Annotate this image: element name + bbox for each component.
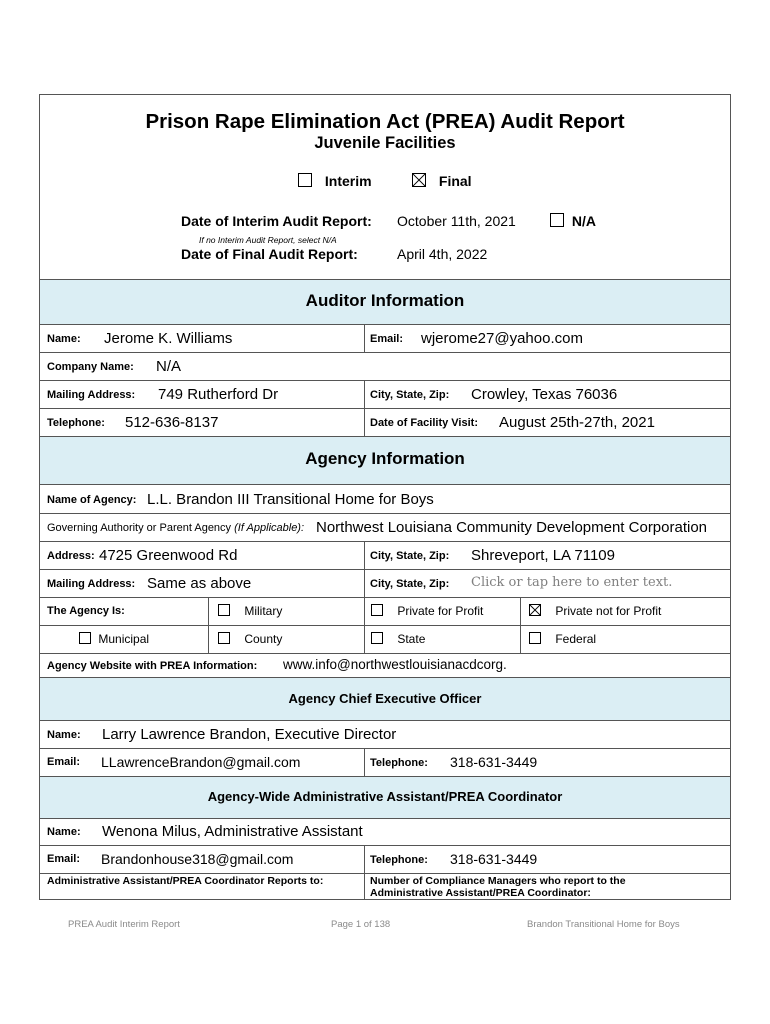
na-checkbox[interactable]: [550, 213, 564, 227]
type-county-option[interactable]: [218, 632, 282, 646]
auditor-phone-value[interactable]: 512-636-8137: [125, 414, 219, 431]
type-military-option[interactable]: [218, 604, 282, 618]
state-label: State: [397, 632, 426, 646]
ceo-phone-label: [370, 757, 428, 769]
private-profit-checkbox[interactable]: [371, 604, 383, 616]
divider: [39, 653, 731, 654]
divider: [364, 324, 365, 352]
coordinator-heading: Agency-Wide Administrative Assistant/PREA Coordinator: [207, 789, 563, 804]
divider: [364, 541, 365, 653]
county-checkbox[interactable]: [218, 632, 230, 644]
coordinator-email-value[interactable]: Brandonhouse318@gmail.com: [101, 851, 294, 867]
agency-type-label: The Agency Is:: [47, 605, 125, 617]
auditor-visit-label: Date of Facility Visit:: [370, 417, 478, 429]
agency-gov-value[interactable]: Northwest Louisiana Community Development Corporation: [316, 519, 708, 536]
agency-mailing-label: Mailing Address:: [47, 578, 136, 590]
divider: [39, 324, 731, 325]
interim-option[interactable]: [298, 173, 372, 189]
private-profit-label: Private for Profit: [397, 604, 484, 618]
coordinator-name-value[interactable]: Wenona Milus, Administrative Assistant: [102, 823, 363, 840]
agency-gov-label-note: (If Applicable):: [234, 522, 305, 534]
interim-label: Interim: [324, 173, 372, 189]
ceo-name-value[interactable]: Larry Lawrence Brandon, Executive Director: [102, 726, 397, 743]
coordinator-name-label: Name:: [47, 826, 81, 838]
municipal-label: Municipal: [98, 632, 150, 646]
auditor-visit-value[interactable]: August 25th-27th, 2021: [499, 414, 655, 431]
agency-city2-input[interactable]: Click or tap here to enter text.: [471, 575, 673, 590]
divider: [39, 513, 731, 514]
agency-mailing-value[interactable]: Same as above: [147, 575, 252, 592]
divider: [39, 720, 731, 721]
divider: [39, 436, 731, 437]
military-checkbox[interactable]: [218, 604, 230, 616]
auditor-phone-label: Telephone:: [47, 417, 105, 429]
coordinator-phone-label: Telephone:: [370, 854, 428, 866]
na-option[interactable]: [550, 213, 596, 229]
type-private-nonprofit-option[interactable]: [529, 604, 661, 618]
coordinator-reports-to-label: Administrative Assistant/PREA Coordinator Reports to:: [47, 875, 324, 887]
auditor-city-value[interactable]: Crowley, Texas 76036: [471, 386, 618, 403]
na-note: If no Interim Audit Report, select N/A: [199, 235, 337, 245]
divider: [39, 677, 731, 678]
federal-checkbox[interactable]: [529, 632, 541, 644]
state-checkbox[interactable]: [371, 632, 383, 644]
private-nonprofit-label: Private not for Profit: [555, 604, 662, 618]
agency-city2-label: City, State, Zip:: [370, 578, 450, 590]
agency-city-value[interactable]: Shreveport, LA 71109: [471, 547, 615, 564]
coordinator-phone-value[interactable]: 318-631-3449: [450, 851, 538, 867]
divider: [39, 541, 731, 542]
military-label: Military: [244, 604, 283, 618]
private-nonprofit-checkbox[interactable]: [529, 604, 541, 616]
type-state-option[interactable]: [371, 632, 425, 646]
type-private-profit-option[interactable]: [371, 604, 483, 618]
divider: [39, 380, 731, 381]
footer-page-number: Page 1 of 138: [331, 919, 391, 930]
auditor-heading: Auditor Information: [305, 291, 465, 310]
agency-city-label: City, State, Zip:: [370, 550, 450, 562]
auditor-company-label: Company Name:: [47, 361, 134, 373]
page-subtitle: Juvenile Facilities: [314, 134, 456, 152]
auditor-name-value[interactable]: Jerome K. Williams: [104, 330, 233, 347]
footer-left: PREA Audit Interim Report: [68, 919, 180, 930]
municipal-checkbox[interactable]: [79, 632, 91, 644]
divider: [39, 569, 731, 570]
type-municipal-option[interactable]: [79, 632, 149, 646]
federal-label: Federal: [555, 632, 597, 646]
final-option[interactable]: [412, 173, 472, 189]
interim-date-value[interactable]: October 11th, 2021: [397, 213, 516, 229]
ceo-phone-label-text: Telephone:: [370, 757, 428, 769]
final-date-value[interactable]: April 4th, 2022: [397, 246, 488, 262]
agency-heading: Agency Information: [305, 449, 465, 468]
coordinator-email-label: Email:: [47, 853, 81, 865]
type-federal-option[interactable]: [529, 632, 596, 646]
final-date-label: Date of Final Audit Report:: [181, 246, 358, 262]
auditor-city-label: City, State, Zip:: [370, 389, 450, 401]
page-title: Prison Rape Elimination Act (PREA) Audit Report: [145, 110, 625, 133]
agency-address-label: Address:: [47, 550, 95, 562]
divider: [39, 352, 731, 353]
agency-gov-label-text: Governing Authority or Parent Agency: [47, 522, 232, 534]
ceo-email-label: Email:: [47, 756, 81, 768]
ceo-phone-value[interactable]: 318-631-3449: [450, 754, 538, 770]
footer-right: Brandon Transitional Home for Boys: [527, 919, 680, 930]
divider: [364, 845, 365, 900]
na-label: N/A: [571, 213, 597, 229]
divider: [39, 625, 731, 626]
divider: [39, 279, 731, 280]
auditor-mailing-label: Mailing Address:: [47, 389, 136, 401]
ceo-heading: Agency Chief Executive Officer: [288, 691, 482, 706]
auditor-email-value[interactable]: wjerome27@yahoo.com: [421, 330, 583, 347]
divider: [208, 597, 209, 653]
auditor-mailing-value[interactable]: 749 Rutherford Dr: [158, 386, 279, 403]
compliance-managers-label: Number of Compliance Managers who report to the Administrative Assistant/PREA Coordinator:: [370, 875, 626, 899]
divider: [39, 484, 731, 485]
divider: [364, 380, 365, 436]
agency-address-value[interactable]: 4725 Greenwood Rd: [99, 547, 238, 564]
divider: [39, 845, 731, 846]
agency-gov-label: [47, 522, 304, 534]
ceo-email-value[interactable]: LLawrenceBrandon@gmail.com: [101, 754, 301, 770]
divider: [39, 408, 731, 409]
interim-checkbox[interactable]: [298, 173, 312, 187]
divider: [364, 748, 365, 776]
agency-website-value[interactable]: www.info@northwestlouisianacdcorg.: [283, 657, 507, 672]
ceo-name-label: Name:: [47, 729, 81, 741]
divider: [39, 597, 731, 598]
divider: [39, 748, 731, 749]
county-label: County: [244, 632, 283, 646]
agency-website-label: Agency Website with PREA Information:: [47, 660, 258, 672]
divider: [39, 776, 731, 777]
divider: [39, 873, 731, 874]
auditor-name-label: Name:: [47, 333, 81, 345]
agency-name-value[interactable]: L.L. Brandon III Transitional Home for Boys: [147, 491, 434, 508]
auditor-company-value[interactable]: N/A: [156, 358, 182, 375]
interim-date-label: Date of Interim Audit Report:: [181, 213, 372, 229]
auditor-email-label: Email:: [370, 333, 404, 345]
agency-name-label: Name of Agency:: [47, 494, 137, 506]
divider: [39, 818, 731, 819]
final-checkbox[interactable]: [412, 173, 426, 187]
divider: [520, 597, 521, 653]
final-label: Final: [438, 173, 472, 189]
